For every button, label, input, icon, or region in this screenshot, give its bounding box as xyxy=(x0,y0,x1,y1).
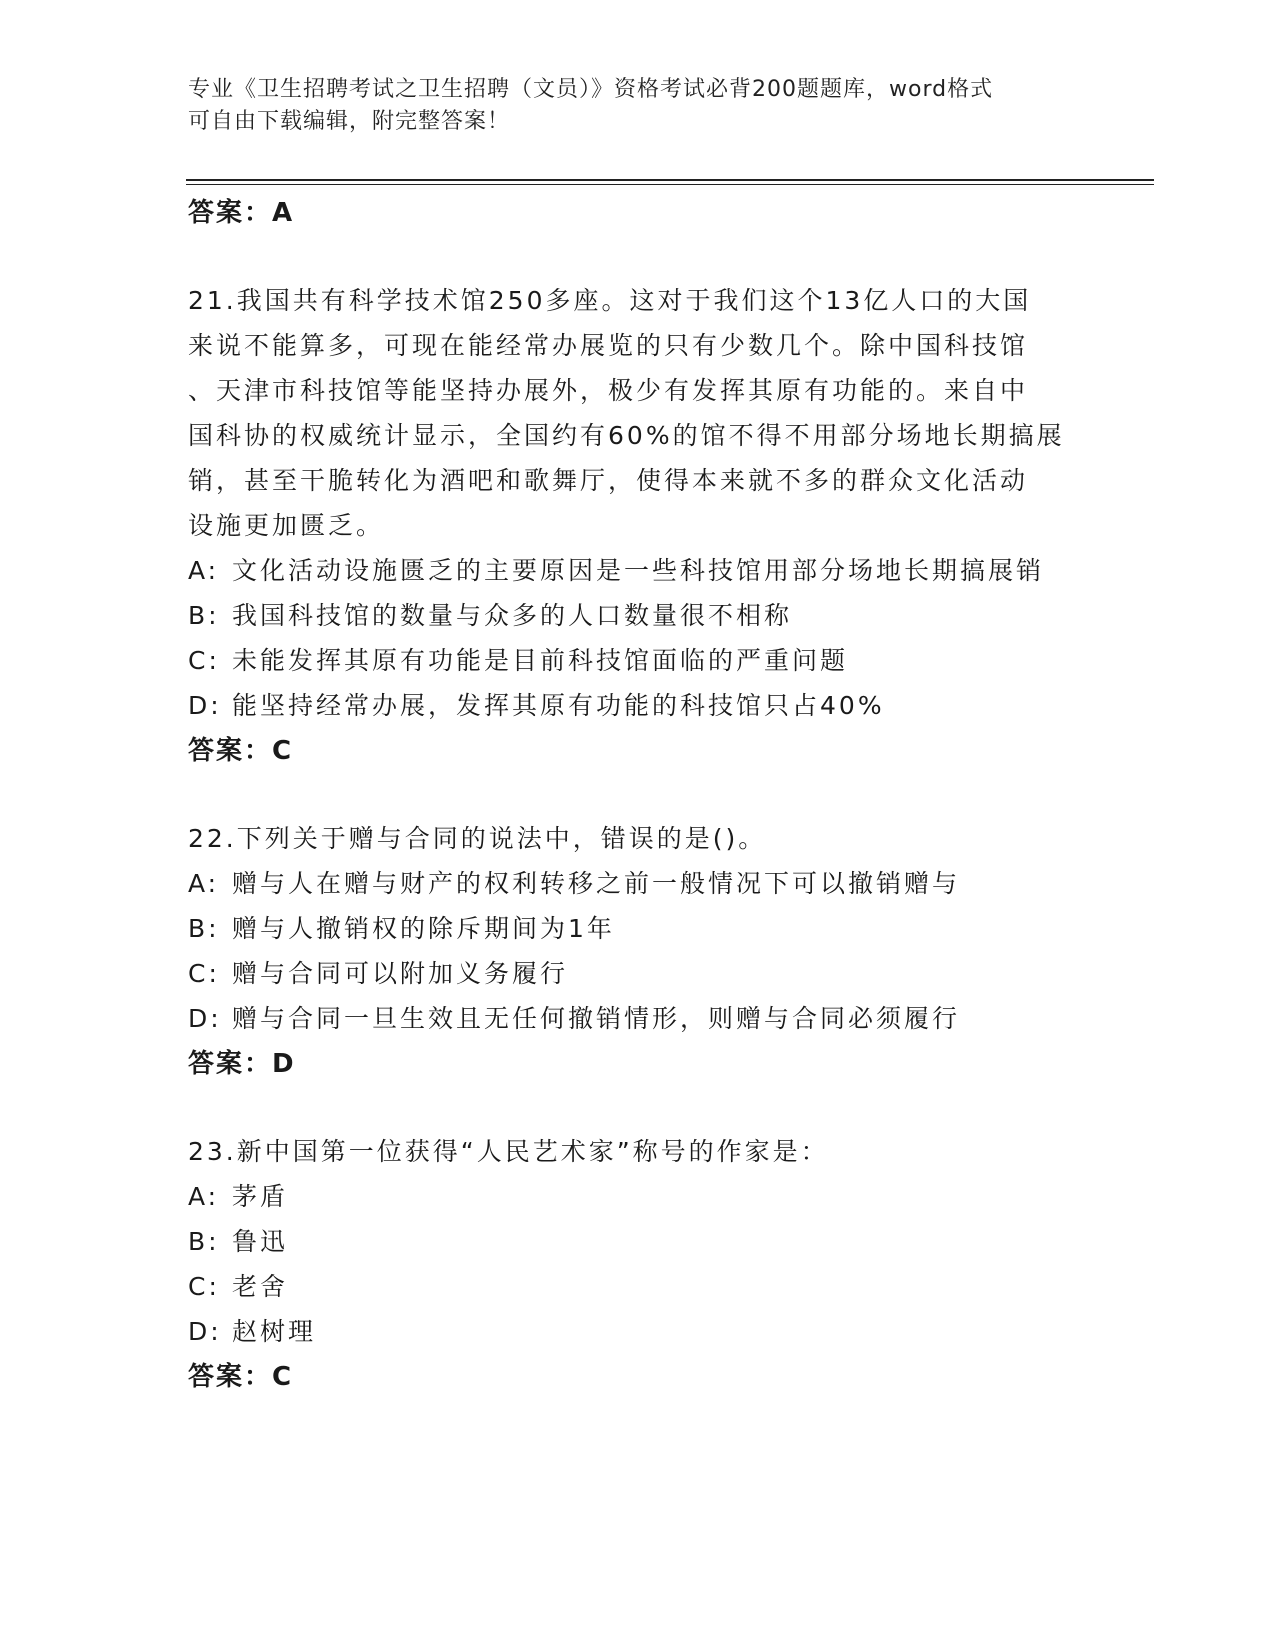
option-letter: B: xyxy=(188,914,220,943)
question-stem-line: 、天津市科技馆等能坚持办展外，极少有发挥其原有功能的。来自中 xyxy=(188,376,1029,405)
option-b xyxy=(188,906,1108,951)
option-letter: B: xyxy=(188,1227,220,1256)
spacer xyxy=(188,236,1108,278)
option-text: 我国科技馆的数量与众多的人口数量很不相称 xyxy=(232,601,793,630)
option-letter: D: xyxy=(188,691,222,720)
option-c xyxy=(188,638,1108,683)
option-a xyxy=(188,1174,1108,1219)
question-stem-line: 23.新中国第一位获得“人民艺术家”称号的作家是： xyxy=(188,1137,829,1166)
option-c xyxy=(188,1264,1108,1309)
option-a xyxy=(188,548,1108,593)
question-stem-line: 国科协的权威统计显示，全国约有60%的馆不得不用部分场地长期搞展 xyxy=(188,421,1065,450)
option-text: 未能发挥其原有功能是目前科技馆面临的严重问题 xyxy=(232,646,849,675)
option-letter: C: xyxy=(188,646,220,675)
question-22 xyxy=(188,816,1108,1087)
question-stem-line: 来说不能算多，可现在能经常办展览的只有少数几个。除中国科技馆 xyxy=(188,331,1029,360)
option-letter: A: xyxy=(188,1182,220,1211)
answer: 答案：C xyxy=(188,1362,294,1392)
option-b xyxy=(188,1219,1108,1264)
option-text: 鲁迅 xyxy=(232,1227,289,1256)
option-c xyxy=(188,951,1108,996)
header-rule-thick xyxy=(186,179,1154,181)
option-text: 文化活动设施匮乏的主要原因是一些科技馆用部分场地长期搞展销 xyxy=(232,556,1045,585)
option-letter: D: xyxy=(188,1317,222,1346)
option-letter: A: xyxy=(188,556,220,585)
option-text: 能坚持经常办展，发挥其原有功能的科技馆只占40% xyxy=(232,691,885,720)
question-23 xyxy=(188,1129,1108,1400)
document-body xyxy=(188,190,1108,1400)
option-text: 茅盾 xyxy=(232,1182,289,1211)
option-letter: C: xyxy=(188,1272,220,1301)
previous-answer: 答案：A xyxy=(188,198,295,228)
spacer xyxy=(188,774,1108,816)
header-rule-thin xyxy=(186,184,1154,185)
option-d xyxy=(188,683,1108,728)
answer: 答案：D xyxy=(188,1049,296,1079)
option-b xyxy=(188,593,1108,638)
spacer xyxy=(188,1087,1108,1129)
option-text: 老舍 xyxy=(232,1272,289,1301)
option-letter: D: xyxy=(188,1004,222,1033)
option-text: 赠与合同可以附加义务履行 xyxy=(232,959,569,988)
answer: 答案：C xyxy=(188,736,294,766)
question-stem-line: 销，甚至干脆转化为酒吧和歌舞厅，使得本来就不多的群众文化活动 xyxy=(188,466,1029,495)
option-d xyxy=(188,996,1108,1041)
option-letter: A: xyxy=(188,869,220,898)
option-d xyxy=(188,1309,1108,1354)
option-a xyxy=(188,861,1108,906)
question-stem-line: 设施更加匮乏。 xyxy=(188,511,385,540)
option-text: 赠与人撤销权的除斥期间为1年 xyxy=(232,914,615,943)
header-line-1: 专业《卫生招聘考试之卫生招聘（文员）》资格考试必背200题题库，word格式 xyxy=(188,77,994,102)
header-line-2: 可自由下载编辑，附完整答案！ xyxy=(188,109,511,134)
option-letter: C: xyxy=(188,959,220,988)
option-text: 赠与合同一旦生效且无任何撤销情形，则赠与合同必须履行 xyxy=(232,1004,961,1033)
question-stem-line: 21.我国共有科学技术馆250多座。这对于我们这个13亿人口的大国 xyxy=(188,286,1032,315)
option-text: 赵树理 xyxy=(232,1317,317,1346)
question-21 xyxy=(188,278,1108,774)
document-header xyxy=(188,74,1088,138)
option-text: 赠与人在赠与财产的权利转移之前一般情况下可以撤销赠与 xyxy=(232,869,961,898)
question-stem-line: 22.下列关于赠与合同的说法中，错误的是()。 xyxy=(188,824,767,853)
option-letter: B: xyxy=(188,601,220,630)
